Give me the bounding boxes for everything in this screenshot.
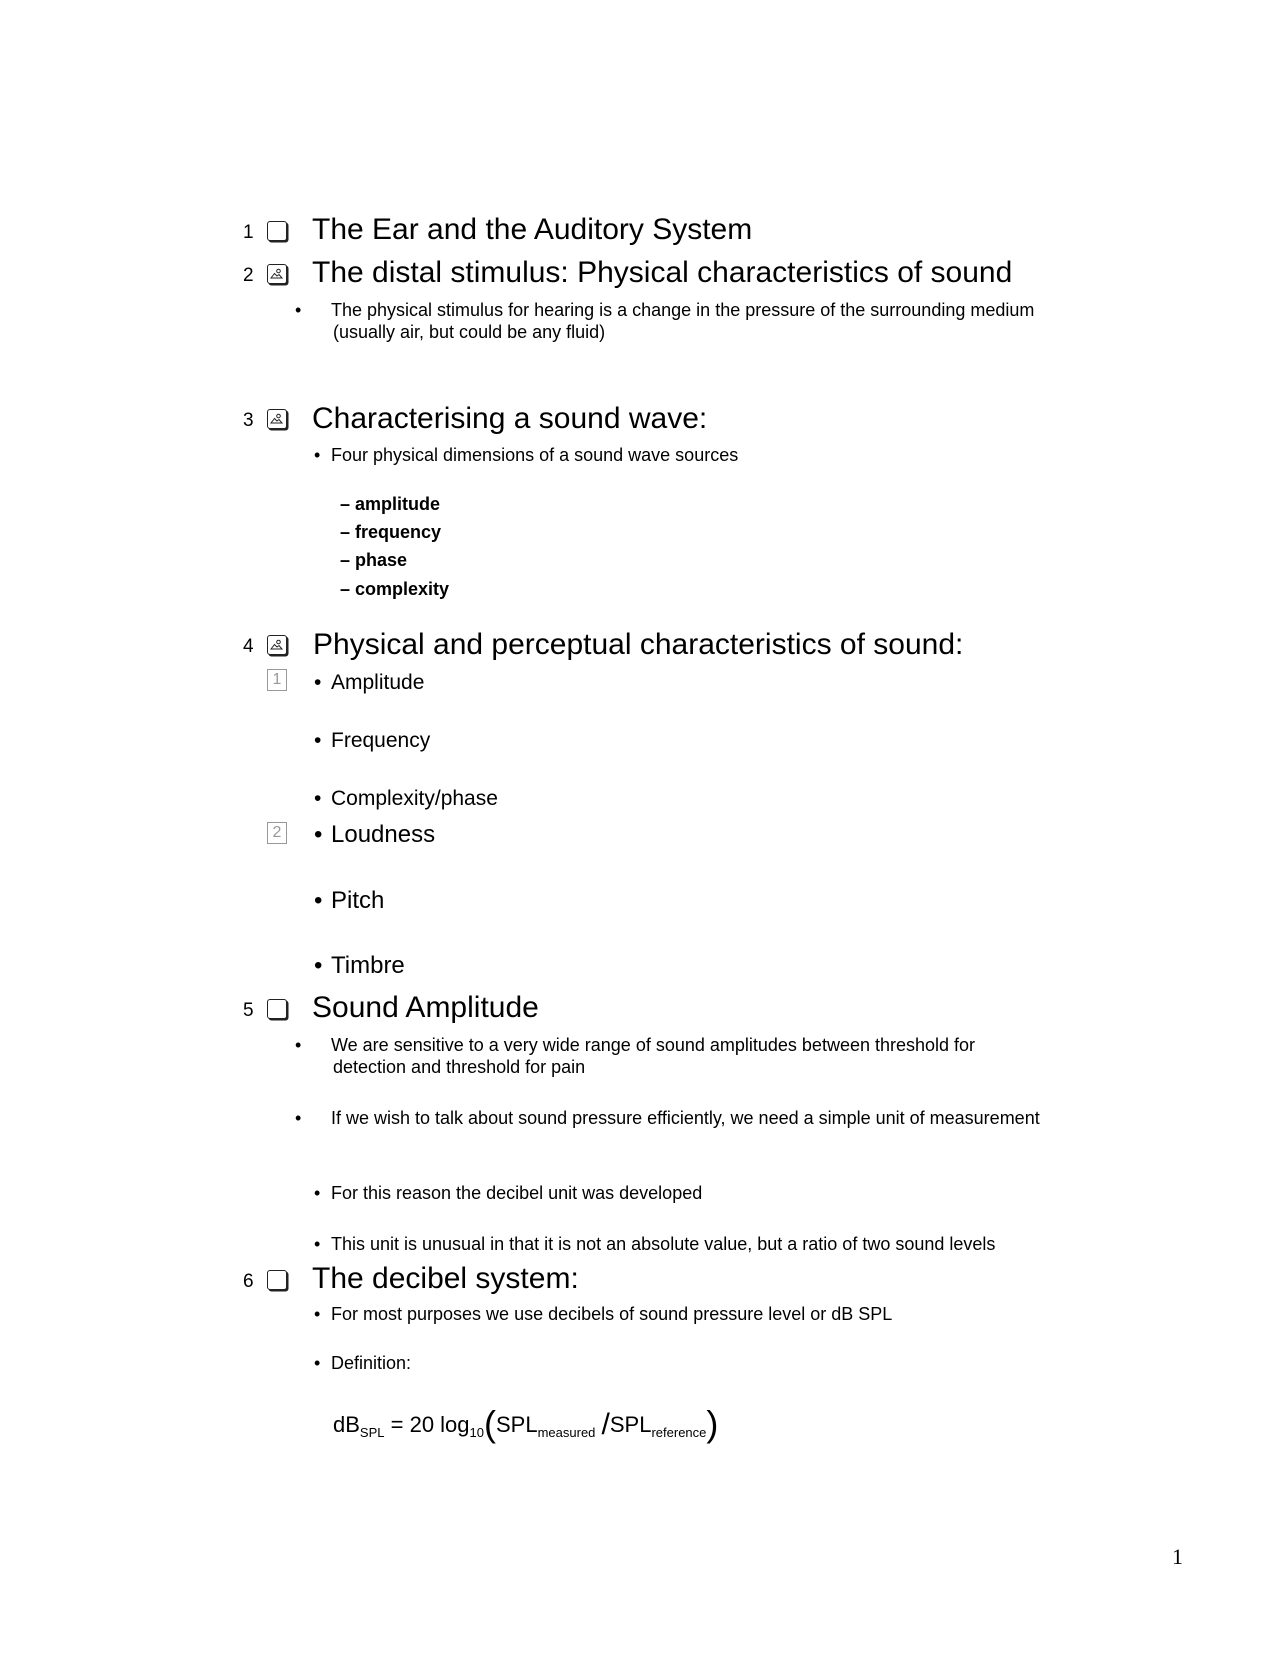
list-item [314,887,384,915]
page-number: 1 [1172,1544,1183,1569]
slide-title: Sound Amplitude [312,991,539,1024]
slide-title: Physical and perceptual characteristics of sound: [313,628,964,661]
bullet-marker: • [295,1035,302,1055]
bullet-marker: • [314,1183,321,1203]
bullet-text: Complexity/phase [331,787,498,810]
list-item [314,728,430,754]
picture-slide-icon[interactable] [267,409,287,429]
slide-number: 5 [243,1000,254,1021]
bullet-marker: • [314,952,323,979]
list-item [295,299,1053,343]
bullet-text: The physical stimulus for hearing is a change in the pressure of the surrounding medium (usually air, but could be any fluid) [331,300,1035,342]
bullet-marker: • [314,445,321,465]
slide-number: 2 [243,265,254,286]
list-item [295,1107,1053,1129]
picture-slide-icon[interactable] [267,635,287,655]
bullet-marker: • [314,729,322,752]
bullet-text: If we wish to talk about sound pressure efficiently, we need a simple unit of measurement [331,1108,1040,1128]
bullet-marker: • [314,671,322,694]
slide-number: 6 [243,1271,254,1292]
slide-number: 1 [243,222,254,243]
placeholder-marker[interactable]: 2 [267,822,287,844]
bullet-text: For this reason the decibel unit was developed [331,1183,703,1203]
bullet-text: For most purposes we use decibels of sound pressure level or dB SPL [331,1304,893,1324]
formula-lhs: dB [333,1412,360,1437]
placeholder-marker[interactable]: 1 [267,669,287,691]
list-item [314,1303,892,1325]
formula-equals: = 20 log [390,1412,470,1437]
bullet-marker: • [314,1353,321,1373]
formula-numerator-subscript: measured [537,1425,596,1440]
bullet-text: This unit is unusual in that it is not an absolute value, but a ratio of two sound levels [331,1234,996,1254]
slide-title: Characterising a sound wave: [312,402,708,435]
picture-slide-icon[interactable] [267,264,287,284]
bullet-text: Definition: [331,1353,412,1373]
blank-slide-icon[interactable] [267,999,287,1019]
bullet-marker: • [314,1304,321,1324]
bullet-marker: • [314,821,323,848]
slide-title: The Ear and the Auditory System [312,213,753,246]
bullet-text: We are sensitive to a very wide range of sound amplitudes between threshold for detection and threshold for pain [331,1035,976,1077]
slide-number: 4 [243,636,254,657]
bullet-text: Frequency [331,729,431,752]
blank-slide-icon[interactable] [267,1270,287,1290]
bullet-marker: • [295,300,302,320]
formula-denominator-subscript: reference [651,1425,707,1440]
bullet-marker: • [314,887,323,914]
slide-number: 3 [243,410,254,431]
formula-lhs-subscript: SPL [359,1425,385,1440]
formula-open-paren: ( [484,1403,496,1444]
list-item [314,952,405,980]
list-item [314,1182,702,1204]
decibel-formula [333,1403,718,1445]
formula-denominator: SPL [609,1412,652,1437]
formula-slash: / [601,1408,610,1441]
list-item [314,821,435,849]
sub-item: – complexity [340,579,450,599]
slide-title: The decibel system: [312,1262,579,1295]
formula-close-paren: ) [706,1403,719,1444]
slide-title: The distal stimulus: Physical characteristics of sound [312,256,1013,289]
list-item [314,786,498,812]
bullet-text: Amplitude [331,671,425,694]
bullet-text: Timbre [331,952,405,979]
bullet-marker: • [295,1108,302,1128]
sub-item: – amplitude [340,494,441,514]
list-item [314,444,738,466]
bullet-text: Four physical dimensions of a sound wave sources [331,445,739,465]
list-item [314,670,424,696]
formula-log-base: 10 [469,1425,484,1440]
formula-numerator: SPL [496,1412,538,1437]
list-item [314,1233,995,1255]
bullet-text: Loudness [331,821,436,848]
sub-item: – phase [340,550,408,570]
blank-slide-icon[interactable] [267,221,287,241]
sub-item: – frequency [340,522,442,542]
list-item [314,1352,411,1374]
list-item [295,1034,1053,1078]
bullet-text: Pitch [331,887,385,914]
bullet-marker: • [314,1234,321,1254]
bullet-marker: • [314,787,322,810]
